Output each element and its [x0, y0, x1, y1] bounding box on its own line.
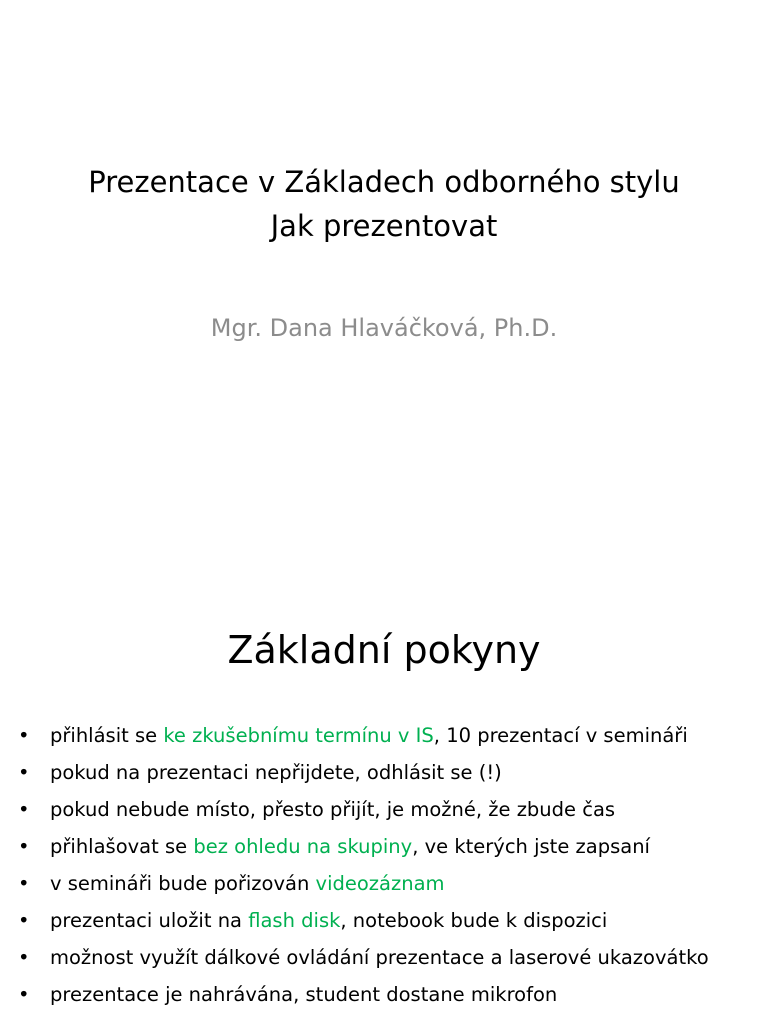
- slide-title-line-1: Prezentace v Základech odborného stylu: [88, 165, 680, 199]
- bullet-highlight: flash disk: [248, 909, 341, 932]
- bullet-text: prezentace je nahrávána, student dostane mikrofon: [50, 983, 558, 1006]
- bullet-text: přihlásit se: [50, 724, 164, 747]
- bullet-item: [18, 979, 758, 1011]
- bullet-item: [18, 942, 758, 974]
- slide-subtitle-author: Mgr. Dana Hlaváčková, Ph.D.: [210, 314, 558, 342]
- bullet-item: [18, 794, 758, 826]
- bullet-highlight: bez ohledu na skupiny: [193, 835, 413, 858]
- bullet-item: [18, 831, 758, 863]
- bullet-text: v semináři bude pořizován: [50, 872, 316, 895]
- bullet-text: prezentaci uložit na: [50, 909, 249, 932]
- bullet-item: [18, 868, 758, 900]
- slide-heading: Základní pokyny: [227, 628, 541, 672]
- bullet-highlight: ke zkušebnímu termínu v IS: [163, 724, 434, 747]
- bullet-item: [18, 905, 758, 937]
- bullet-text-after: , 10 prezentací v semináři: [433, 724, 688, 747]
- bullet-text-after: , notebook bude k dispozici: [340, 909, 608, 932]
- bullet-text: možnost využít dálkové ovládání prezentace a laserové ukazovátko: [50, 946, 709, 969]
- bullet-text: pokud na prezentaci nepřijdete, odhlásit se (!): [50, 761, 502, 784]
- bullet-item: [18, 720, 758, 752]
- slide-title-line-2: Jak prezentovat: [270, 209, 498, 243]
- bullet-list: [18, 720, 758, 1016]
- bullet-text: přihlašovat se: [50, 835, 194, 858]
- bullet-text-after: , ve kterých jste zapsaní: [412, 835, 650, 858]
- bullet-highlight: videozáznam: [315, 872, 445, 895]
- content-slide: [0, 588, 768, 1024]
- bullet-text: pokud nebude místo, přesto přijít, je možné, že zbude čas: [50, 798, 616, 821]
- bullet-item: [18, 757, 758, 789]
